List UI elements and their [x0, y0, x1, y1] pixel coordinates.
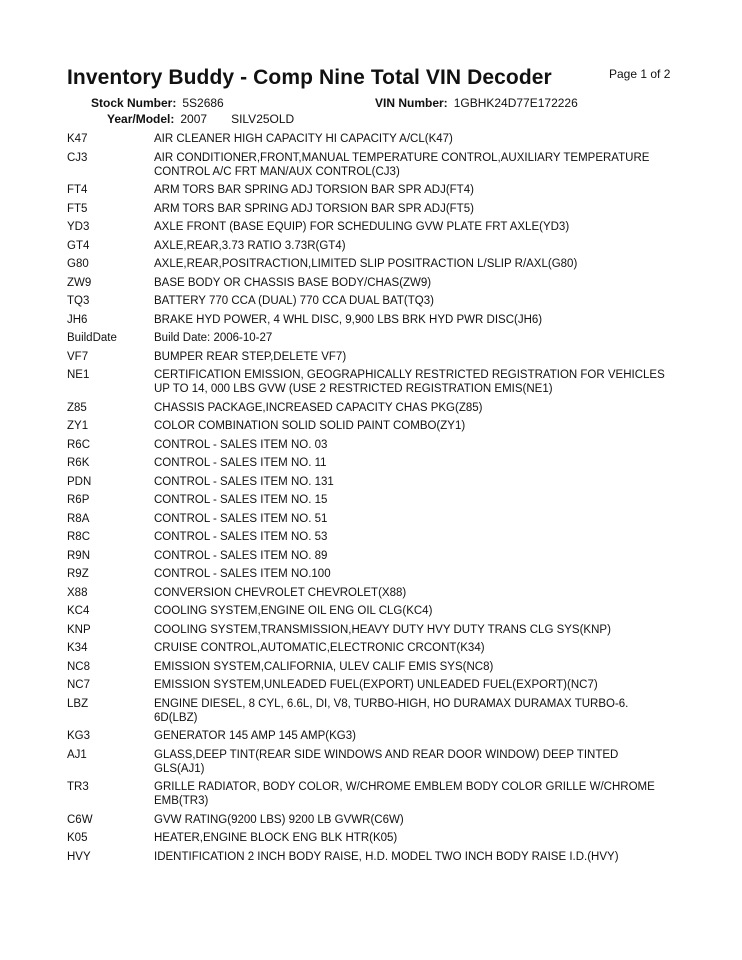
option-row [67, 748, 667, 781]
option-row [67, 604, 667, 623]
option-row [67, 294, 667, 313]
option-row [67, 456, 667, 475]
option-row [67, 475, 667, 494]
option-description: CHASSIS PACKAGE,INCREASED CAPACITY CHAS PKG(Z85) [154, 401, 483, 414]
option-row [67, 549, 667, 568]
option-row [67, 438, 667, 457]
option-code: YD3 [67, 221, 90, 233]
option-code: K34 [67, 642, 88, 654]
stock-number-row [91, 96, 224, 110]
option-code-list [67, 132, 667, 868]
option-code: JH6 [67, 313, 88, 326]
option-code: GT4 [67, 239, 90, 252]
option-code: R6C [67, 438, 91, 451]
option-code: C6W [67, 813, 93, 826]
vin-label: VIN Number: [375, 96, 448, 110]
option-row [67, 697, 667, 730]
option-row [67, 850, 667, 869]
option-description: ARM TORS BAR SPRING ADJ TORSION BAR SPR ADJ(FT5) [154, 202, 474, 215]
option-code: KNP [67, 623, 91, 636]
stock-number-value: 5S2686 [182, 96, 224, 110]
stock-number-label: Stock Number: [91, 96, 177, 110]
page-title: Inventory Buddy - Comp Nine Total VIN Decoder [67, 66, 552, 89]
option-code: R6K [67, 457, 90, 469]
option-description: CRUISE CONTROL,AUTOMATIC,ELECTRONIC CRCONT(K34) [154, 642, 485, 654]
option-row [67, 331, 667, 350]
option-description: GENERATOR 145 AMP 145 AMP(KG3) [154, 730, 356, 742]
option-code: ZW9 [67, 276, 92, 289]
option-description: EMISSION SYSTEM,UNLEADED FUEL(EXPORT) UNLEADED FUEL(EXPORT)(NC7) [154, 679, 598, 691]
option-description: COOLING SYSTEM,TRANSMISSION,HEAVY DUTY HVY DUTY TRANS CLG SYS(KNP) [154, 623, 611, 636]
option-code: ZY1 [67, 420, 89, 432]
option-row [67, 831, 667, 850]
option-code: G80 [67, 258, 89, 270]
option-code: CJ3 [67, 151, 88, 164]
option-code: TR3 [67, 781, 89, 793]
option-code: FT5 [67, 202, 88, 215]
option-description: AIR CLEANER HIGH CAPACITY HI CAPACITY A/CL(K47) [154, 133, 453, 145]
option-row [67, 493, 667, 512]
option-description: BUMPER REAR STEP,DELETE VF7) [154, 350, 347, 363]
option-row [67, 220, 667, 239]
option-description: EMISSION SYSTEM,CALIFORNIA, ULEV CALIF EMIS SYS(NC8) [154, 660, 494, 673]
option-description: AIR CONDITIONER,FRONT,MANUAL TEMPERATURE CONTROL,AUXILIARY TEMPERATURE CONTROL A/C FRT MAN/AUX CONTROL(CJ3) [154, 151, 650, 178]
option-code: BuildDate [67, 332, 117, 344]
model-value: SILV25OLD [231, 112, 295, 126]
option-description: CERTIFICATION EMISSION, GEOGRAPHICALLY RESTRICTED REGISTRATION FOR VEHICLES UP TO 14, 000 LBS GVW (USE 2 RESTRICTED REGISTRATION EMIS(NE1) [154, 369, 665, 395]
option-description: CONVERSION CHEVROLET CHEVROLET(X88) [154, 586, 407, 599]
option-row [67, 780, 667, 813]
option-description: BRAKE HYD POWER, 4 WHL DISC, 9,900 LBS BRK HYD PWR DISC(JH6) [154, 313, 543, 326]
vin-value: 1GBHK24D77E172226 [453, 96, 578, 110]
option-code: R9N [67, 549, 91, 562]
option-description: HEATER,ENGINE BLOCK ENG BLK HTR(K05) [154, 832, 398, 844]
option-row [67, 368, 667, 401]
option-row [67, 132, 667, 151]
option-description: CONTROL - SALES ITEM NO. 11 [154, 457, 327, 469]
option-description: ARM TORS BAR SPRING ADJ TORSION BAR SPR ADJ(FT4) [154, 184, 474, 196]
option-row [67, 239, 667, 258]
option-description: CONTROL - SALES ITEM NO. 131 [154, 475, 334, 488]
option-row [67, 813, 667, 832]
option-row [67, 586, 667, 605]
year-model-row [107, 112, 294, 126]
option-description: BATTERY 770 CCA (DUAL) 770 CCA DUAL BAT(TQ3) [154, 295, 434, 307]
option-code: NC7 [67, 679, 91, 691]
option-description: AXLE,REAR,3.73 RATIO 3.73R(GT4) [154, 239, 346, 252]
option-row [67, 257, 667, 276]
option-code: AJ1 [67, 748, 87, 761]
option-description: CONTROL - SALES ITEM NO. 51 [154, 512, 328, 525]
option-row [67, 151, 667, 184]
option-row [67, 729, 667, 748]
option-row [67, 530, 667, 549]
option-code: K47 [67, 133, 88, 145]
option-row [67, 183, 667, 202]
option-code: KG3 [67, 730, 91, 742]
option-row [67, 512, 667, 531]
option-code: PDN [67, 475, 92, 488]
option-description: Build Date: 2006-10-27 [154, 332, 273, 344]
option-description: CONTROL - SALES ITEM NO.100 [154, 568, 331, 580]
option-description: IDENTIFICATION 2 INCH BODY RAISE, H.D. MODEL TWO INCH BODY RAISE I.D.(HVY) [154, 850, 619, 863]
option-code: R6P [67, 494, 90, 506]
option-row [67, 202, 667, 221]
option-code: VF7 [67, 350, 89, 363]
option-description: AXLE,REAR,POSITRACTION,LIMITED SLIP POSITRACTION L/SLIP R/AXL(G80) [154, 258, 578, 270]
option-row [67, 419, 667, 438]
option-code: R9Z [67, 568, 89, 580]
year-model-label: Year/Model: [107, 112, 175, 126]
option-code: Z85 [67, 401, 87, 414]
option-row [67, 276, 667, 295]
option-code: NE1 [67, 369, 90, 381]
option-row [67, 313, 667, 332]
option-description: ENGINE DIESEL, 8 CYL, 6.6L, DI, V8, TURBO-HIGH, HO DURAMAX DURAMAX TURBO-6. 6D(LBZ) [154, 697, 629, 724]
option-description: CONTROL - SALES ITEM NO. 89 [154, 549, 328, 562]
option-row [67, 660, 667, 679]
option-row [67, 401, 667, 420]
option-code: TQ3 [67, 295, 90, 307]
option-row [67, 641, 667, 660]
year-value: 2007 [180, 112, 208, 126]
option-description: AXLE FRONT (BASE EQUIP) FOR SCHEDULING GVW PLATE FRT AXLE(YD3) [154, 221, 570, 233]
option-code: LBZ [67, 697, 89, 710]
option-description: GLASS,DEEP TINT(REAR SIDE WINDOWS AND REAR DOOR WINDOW) DEEP TINTED GLS(AJ1) [154, 748, 619, 775]
option-row [67, 678, 667, 697]
option-code: R8C [67, 531, 91, 543]
page-number: Page 1 of 2 [609, 67, 671, 81]
option-code: HVY [67, 850, 91, 863]
option-code: K05 [67, 832, 88, 844]
option-description: COOLING SYSTEM,ENGINE OIL ENG OIL CLG(KC4) [154, 605, 433, 617]
option-description: GRILLE RADIATOR, BODY COLOR, W/CHROME EMBLEM BODY COLOR GRILLE W/CHROME EMB(TR3) [154, 781, 655, 807]
option-code: R8A [67, 512, 90, 525]
option-code: KC4 [67, 605, 90, 617]
option-description: COLOR COMBINATION SOLID SOLID PAINT COMBO(ZY1) [154, 420, 466, 432]
option-code: FT4 [67, 184, 88, 196]
vin-row [375, 96, 578, 110]
option-description: CONTROL - SALES ITEM NO. 53 [154, 531, 328, 543]
option-description: GVW RATING(9200 LBS) 9200 LB GVWR(C6W) [154, 813, 404, 826]
option-code: X88 [67, 586, 88, 599]
option-row [67, 623, 667, 642]
option-description: BASE BODY OR CHASSIS BASE BODY/CHAS(ZW9) [154, 276, 432, 289]
option-row [67, 567, 667, 586]
option-description: CONTROL - SALES ITEM NO. 03 [154, 438, 328, 451]
option-description: CONTROL - SALES ITEM NO. 15 [154, 494, 328, 506]
option-row [67, 350, 667, 369]
option-code: NC8 [67, 660, 91, 673]
